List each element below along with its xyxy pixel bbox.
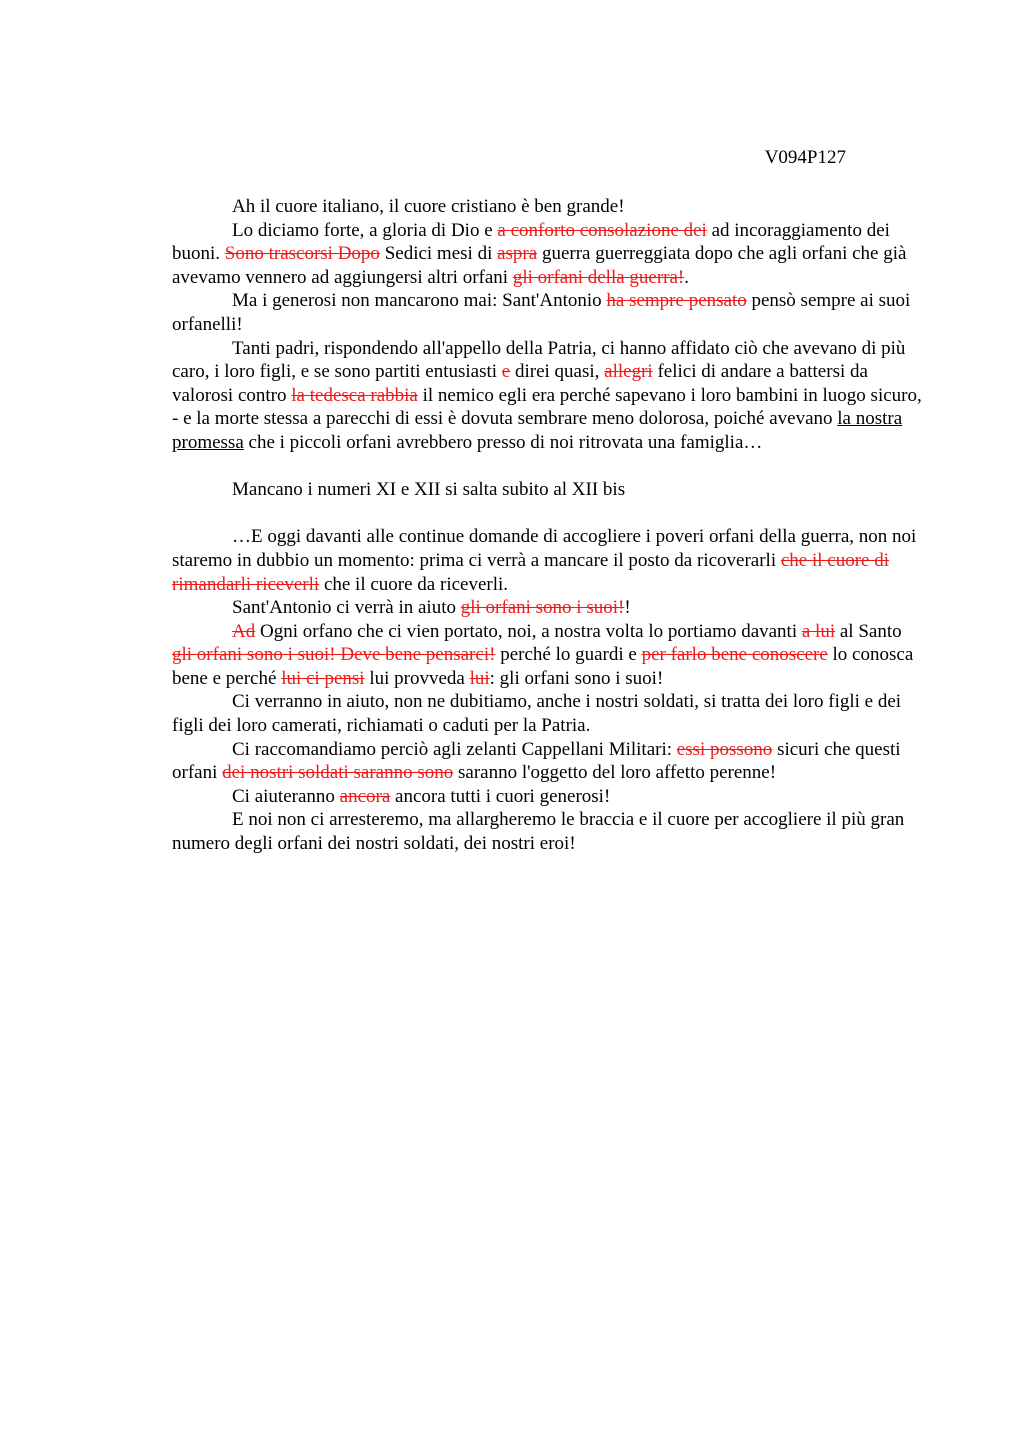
text-run: Ma i generosi non mancarono mai: Sant'Antonio [232,290,607,312]
paragraph [172,525,924,596]
text-run: pensò sempre ai suoi orfanelli! [172,290,911,335]
deleted-text: a lui [801,620,836,642]
paragraph [172,596,924,620]
deleted-text: lui [469,667,490,689]
paragraph [172,478,924,502]
deleted-text: a conforto consolazione dei [497,219,707,241]
text-run: Ah il cuore italiano, il cuore cristiano è ben grande! [232,196,625,217]
text-run: E noi non ci arresteremo, ma allargheremo le braccia e il cuore per accogliere il più gran numero degli orfani dei nostri soldati, dei nostri eroi! [172,809,905,855]
deleted-text: Ad [232,620,256,642]
paragraph [172,620,924,691]
deleted-text: ha sempre pensato [606,290,747,312]
paragraph [172,337,924,455]
text-run: ad incoraggiamento dei buoni. [172,219,890,265]
paragraph [172,808,924,855]
text-run: direi quasi, [510,361,605,383]
text-run: che i piccoli orfani avrebbero presso di noi ritrovata una famiglia… [243,431,763,453]
text-run: Sedici mesi di [379,243,498,265]
paragraph [172,195,924,219]
deleted-text: ancora [339,785,391,807]
text-run: Sant'Antonio ci verrà in aiuto [232,597,461,619]
deleted-text: che il cuore di rimandarli riceverli [172,549,890,595]
document-body [172,195,924,856]
text-run: Ci verranno in aiuto, non ne dubitiamo, anche i nostri soldati, si tratta dei loro figli e dei figli dei loro camerati, richiamati o caduti per la Patria. [172,691,902,737]
text-run: felici di andare a battersi da valorosi contro [172,361,868,406]
deleted-text: per farlo bene conoscere [641,644,828,666]
text-run: Lo diciamo forte, a gloria di Dio e [232,219,498,241]
text-run: ancora tutti i cuori generosi! [390,785,611,807]
paragraph [172,219,924,290]
paragraph [172,785,924,809]
deleted-text: allegri [604,361,653,383]
text-run: Ci raccomandiamo perciò agli zelanti Cappellani Militari: [232,738,677,760]
deleted-text: Sono trascorsi Dopo [224,243,380,265]
deleted-text: gli orfani della guerra! [512,266,685,288]
deleted-text: gli orfani sono i suoi! [460,597,625,619]
deleted-text: aspra [497,243,538,265]
deleted-text: gli orfani sono i suoi! Deve bene pensarci! [172,644,496,666]
paragraph [172,690,924,737]
text-run: saranno l'oggetto del loro affetto perenne! [453,762,777,784]
text-run: il nemico egli era perché sapevano i loro bambini in luogo sicuro, - e la morte stessa a parecchi di essi è dovuta sembrare meno dolorosa, poiché avevano [172,384,922,430]
blank-line [172,502,924,526]
text-run: ! [624,597,631,619]
text-run: Ci aiuteranno [232,785,340,807]
text-run: lui provveda [364,667,470,689]
deleted-text: lui ci pensi [281,667,365,689]
deleted-text: la tedesca rabbia [291,384,418,406]
paragraph [172,289,924,336]
page-identifier: V094P127 [764,147,846,168]
underlined-text: la nostra promessa [172,408,903,453]
text-run: Mancano i numeri XI e XII si salta subito al XII bis [232,479,626,501]
text-run: al Santo [835,620,902,642]
text-run: guerra guerreggiata dopo che agli orfani che già avevamo vennero ad aggiungersi altri orfani [172,243,907,288]
text-run: . [684,266,690,288]
text-run: lo conosca bene e perché [172,644,914,689]
deleted-text: essi possono [676,738,773,760]
blank-line [172,455,924,479]
text-run: sicuri che questi orfani [172,738,901,784]
deleted-text: dei nostri soldati saranno sono [222,762,454,784]
text-run: …E oggi davanti alle continue domande di accogliere i poveri orfani della guerra, non noi staremo in dubbio un momento: prima ci verrà a mancare il posto da ricoverarli [172,526,917,571]
text-run: : gli orfani sono i suoi! [489,667,664,689]
paragraph [172,738,924,785]
deleted-text: e [501,361,511,383]
text-run: che il cuore da riceverli. [319,573,509,595]
text-run: Ogni orfano che ci vien portato, noi, a nostra volta lo portiamo davanti [255,620,802,642]
text-run: Tanti padri, rispondendo all'appello della Patria, ci hanno affidato ciò che avevano di più caro, i loro figli, e se sono partiti entusiasti [172,337,906,383]
text-run: perché lo guardi e [495,644,642,666]
